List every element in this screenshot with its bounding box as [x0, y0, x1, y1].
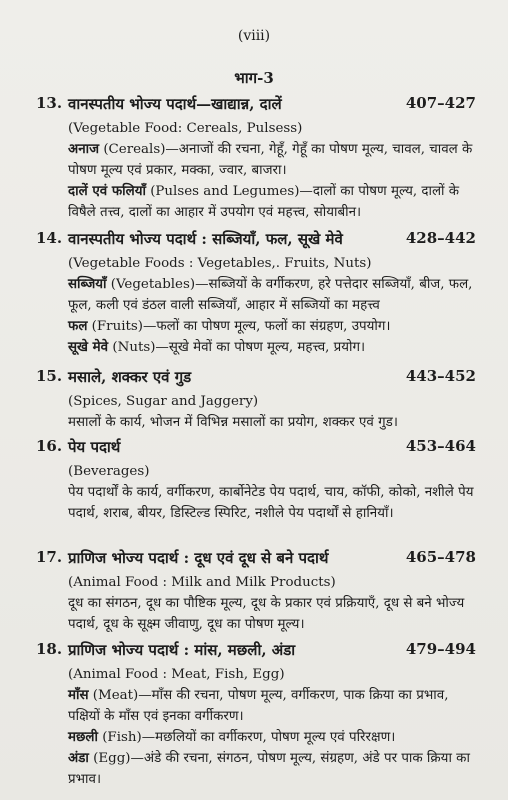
chapter-16 — [36, 437, 476, 524]
chapter-section — [68, 482, 476, 524]
chapter-subtitle: (Beverages) — [68, 464, 150, 479]
section-term: माँस — [68, 687, 89, 703]
section-term: अनाज — [68, 141, 100, 157]
chapter-15 — [36, 367, 476, 433]
chapter-number: 18. — [36, 640, 63, 658]
chapter-number: 17. — [36, 548, 63, 566]
chapter-pages: 443–452 — [405, 367, 476, 385]
chapter-number: 15. — [36, 367, 63, 385]
chapter-section — [68, 274, 476, 316]
chapter-pages: 428–442 — [405, 229, 476, 247]
chapter-pages: 453–464 — [405, 437, 476, 455]
chapter-title: वानस्पतीय भोज्य पदार्थ—खाद्यान्न, दालें — [68, 95, 282, 113]
section-text: (Pulses and Legumes)—दालों का पोषण मूल्य, दालों के विषैले तत्त्व, दालों का आहार में उपयोग एवं महत्त्व, सोयाबीन। — [68, 184, 460, 220]
section-term: फल — [68, 318, 88, 334]
section-text: (Meat)—माँस की रचना, पोषण मूल्य, वर्गीकरण, पाक क्रिया का प्रभाव, पक्षियों के माँस एवं इनका वर्गीकरण। — [68, 688, 449, 724]
chapter-section — [68, 685, 476, 727]
chapter-17 — [36, 548, 476, 635]
section-text: (Nuts)—सूखे मेवों का पोषण मूल्य, महत्त्व, प्रयोग। — [108, 340, 366, 355]
chapter-title: प्राणिज भोज्य पदार्थ : दूध एवं दूध से बने पदार्थ — [68, 549, 329, 567]
chapter-title: मसाले, शक्कर एवं गुड — [68, 368, 192, 386]
chapter-subtitle: (Animal Food : Meat, Fish, Egg) — [68, 667, 285, 682]
chapter-section — [68, 337, 476, 358]
chapter-subtitle: (Vegetable Food: Cereals, Pulsess) — [68, 121, 303, 136]
section-term: सब्जियाँ — [68, 276, 107, 292]
section-text: मसालों के कार्य, भोजन में विभिन्न मसालों का प्रयोग, शक्कर एवं गुड। — [68, 415, 398, 430]
chapter-number: 13. — [36, 94, 63, 112]
chapter-14 — [36, 229, 476, 358]
section-text: (Fruits)—फलों का पोषण मूल्य, फलों का संग्रहण, उपयोग। — [87, 319, 391, 334]
chapter-18 — [36, 640, 476, 790]
chapter-section — [68, 316, 476, 337]
chapter-section — [68, 412, 476, 433]
section-text: (Cereals)—अनाजों की रचना, गेहूँ, गेहूँ का पोषण मूल्य, चावल, चावल के पोषण मूल्य एवं प्रकार, मक्का, ज्वार, बाजरा। — [68, 142, 473, 178]
chapter-pages: 479–494 — [405, 640, 476, 658]
chapter-number: 14. — [36, 229, 63, 247]
page-folio: (viii) — [237, 28, 271, 44]
chapter-title: वानस्पतीय भोज्य पदार्थ : सब्जियाँ, फल, सूखे मेवे — [68, 230, 343, 248]
chapter-subtitle: (Vegetable Foods : Vegetables,. Fruits, Nuts) — [68, 256, 372, 271]
section-text: (Egg)—अंडे की रचना, संगठन, पोषण मूल्य, संग्रहण, अंडे पर पाक क्रिया का प्रभाव। — [68, 751, 470, 787]
section-term: अंडा — [68, 750, 89, 766]
chapter-title: पेय पदार्थ — [68, 438, 121, 456]
chapter-subtitle: (Animal Food : Milk and Milk Products) — [68, 575, 336, 590]
section-text: दूध का संगठन, दूध का पौष्टिक मूल्य, दूध के प्रकार एवं प्रक्रियाएँ, दूध से बने भोज्य पदार्थ, दूध के सूक्ष्म जीवाणु, दूध का पोषण मूल्य। — [68, 596, 465, 632]
section-text: (Fish)—मछलियों का वर्गीकरण, पोषण मूल्य एवं परिरक्षण। — [97, 730, 396, 745]
chapter-section — [68, 139, 476, 181]
section-term: सूखे मेवे — [68, 339, 109, 355]
chapter-section — [68, 748, 476, 790]
chapter-subtitle: (Spices, Sugar and Jaggery) — [68, 394, 259, 409]
chapter-section — [68, 181, 476, 223]
section-term: दालें एवं फलियाँ — [68, 183, 146, 199]
section-term: मछली — [68, 729, 98, 745]
chapter-pages: 407–427 — [405, 94, 476, 112]
chapter-section — [68, 727, 476, 748]
chapter-title: प्राणिज भोज्य पदार्थ : मांस, मछली, अंडा — [68, 641, 296, 659]
chapter-pages: 465–478 — [405, 548, 476, 566]
part-heading: भाग-3 — [234, 69, 274, 87]
section-text: (Vegetables)—सब्जियों के वर्गीकरण, हरे पत्तेदार सब्जियाँ, बीज, फल, फूल, कली एवं डंठल वाली सब्जियाँ, आहार में सब्जियों का महत्त्व — [68, 277, 473, 313]
chapter-number: 16. — [36, 437, 63, 455]
chapter-13 — [36, 94, 476, 223]
chapter-section — [68, 593, 476, 635]
section-text: पेय पदार्थों के कार्य, वर्गीकरण, कार्बोनेटेड पेय पदार्थ, चाय, कॉफी, कोको, नशीले पेय पदार्थ, शराब, बीयर, डिस्टिल्ड स्पिरिट, नशीले पेय पदार्थों से हानियाँ। — [68, 485, 474, 521]
